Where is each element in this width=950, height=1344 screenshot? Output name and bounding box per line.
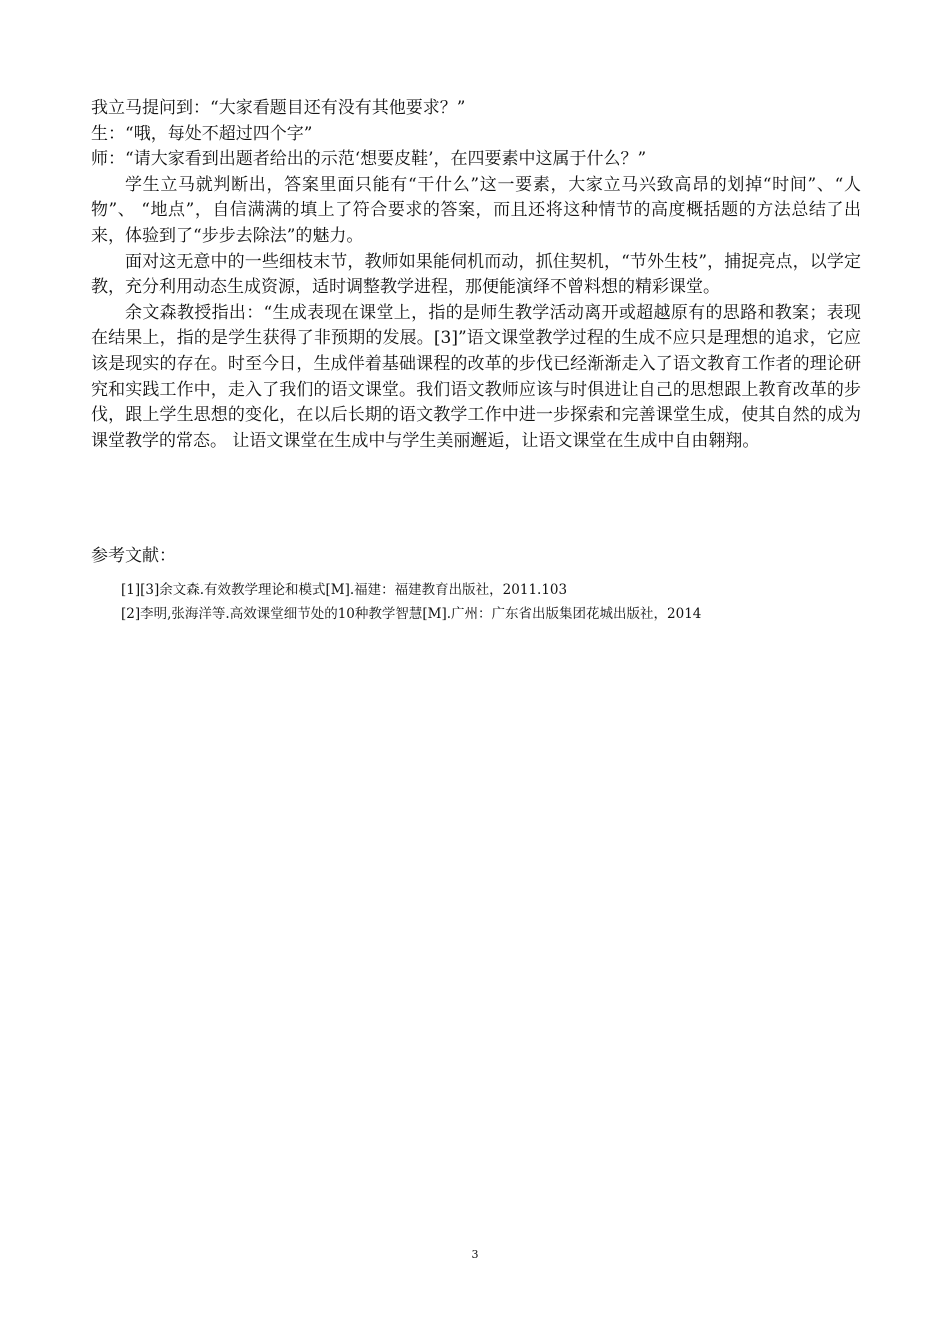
paragraph: 余文森教授指出：“生成表现在课堂上，指的是师生教学活动离开或超越原有的思路和教案；表现在结果上，指的是学生获得了非预期的发展。[3]”语文课堂教学过程的生成不应只是理想的追求，它应该是现实的存在。时至今日，生成伴着基础课程的改革的步伐已经渐渐走入了语文教育工作者的理论研究和实践工作中，走入了我们的语文课堂。我们语文教师应该与时俱进让自己的思想跟上教育改革的步伐，跟上学生思想的变化，在以后长期的语文教学工作中进一步探索和完善课堂生成，使其自然的成为课堂教学的常态。 让语文课堂在生成中与学生美丽邂逅，让语文课堂在生成中自由翱翔。 [91,302,861,451]
page-number: 3 [471,1248,479,1261]
dialogue-line: 我立马提问到：“大家看题目还有没有其他要求？” [91,98,466,118]
dialogue-line: 生：“哦，每处不超过四个字” [91,123,313,144]
reference-item: [2]李明,张海洋等.高效课堂细节处的10种教学智慧[M].广州：广东省出版集团花城出版社，2014 [121,606,702,622]
references-list [121,578,881,626]
paragraph: 面对这无意中的一些细枝末节，教师如果能伺机而动，抓住契机，“节外生枝”，捕捉亮点，以学定教，充分利用动态生成资源，适时调整教学进程，那便能演绎不曾料想的精彩课堂。 [91,251,861,298]
references-heading: 参考文献： [91,546,176,566]
paragraph: 学生立马就判断出，答案里面只能有“干什么”这一要素，大家立马兴致高昂的划掉“时间”、“人物”、 “地点”，自信满满的填上了符合要求的答案，而且还将这种情节的高度概括题的方法总结了出来，体验到了“步步去除法”的魅力。 [91,174,861,246]
reference-item: [1][3]余文森.有效教学理论和模式[M].福建：福建教育出版社，2011.103 [121,582,568,598]
body-text [91,96,861,454]
dialogue-line: 师：“请大家看到出题者给出的示范‘想要皮鞋’，在四要素中这属于什么？” [91,149,647,170]
